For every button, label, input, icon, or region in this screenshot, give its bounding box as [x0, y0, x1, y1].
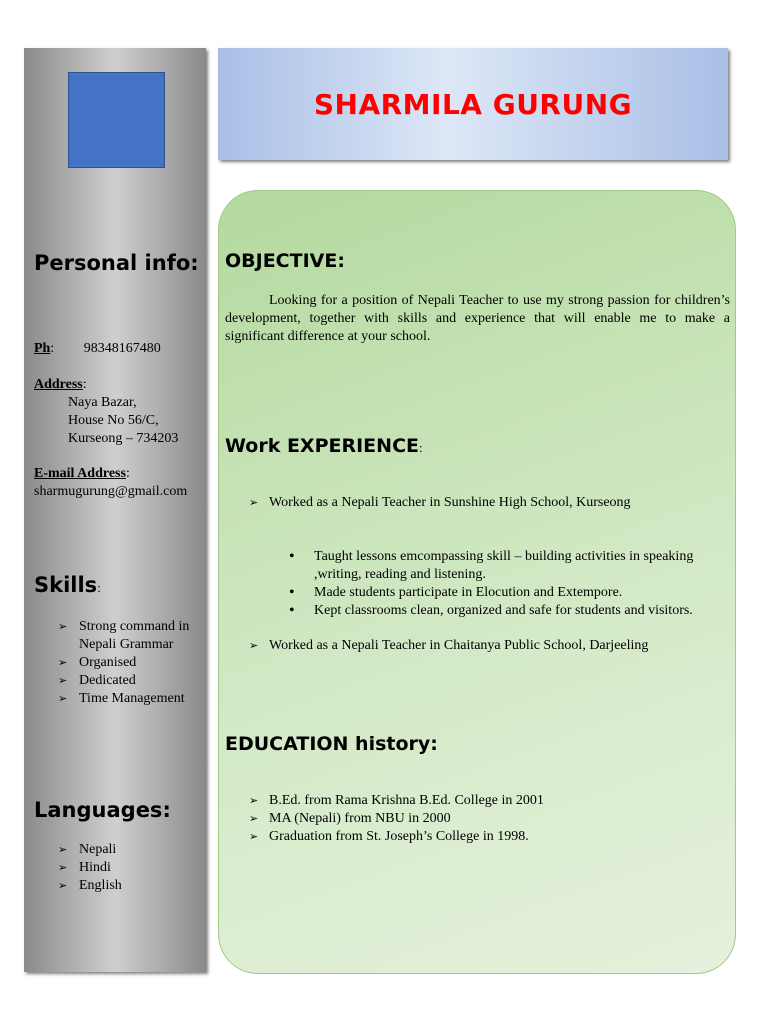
objective-heading: OBJECTIVE:: [225, 250, 345, 272]
address-block: Address: Naya Bazar, House No 56/C, Kurseong – 734203: [34, 376, 199, 448]
candidate-name: SHARMILA GURUNG: [313, 87, 633, 121]
list-item: • Kept classrooms clean, organized and safe for students and visitors.: [219, 602, 724, 620]
list-item: ➢ MA (Nepali) from NBU in 2000: [219, 810, 731, 828]
list-item: ➢ B.Ed. from Rama Krishna B.Ed. College in 2001: [219, 792, 731, 810]
phone-row: Ph: 98348167480: [34, 341, 161, 356]
address-line: Naya Bazar,: [68, 395, 137, 410]
job-list-2: [219, 637, 731, 655]
list-item: ➢ Organised: [34, 654, 206, 672]
email-block: E-mail Address: sharmugurung@gmail.com: [34, 466, 188, 499]
education-heading: EDUCATION history:: [225, 733, 438, 755]
name-banner: [218, 48, 728, 160]
skills-heading: Skills:: [34, 573, 101, 597]
phone-value: 98348167480: [83, 341, 161, 356]
personal-info-heading: Personal info:: [34, 251, 199, 275]
education-list: [219, 792, 731, 846]
job-list-1: [219, 494, 731, 512]
list-item: ➢ Hindi: [34, 859, 206, 877]
phone-label: Ph: [34, 341, 51, 356]
objective-text: Looking for a position of Nepali Teacher to use my strong passion for children’s development, together with skills and experience that will enable me to make a significant difference at your school.: [225, 293, 730, 344]
main-content: [218, 190, 736, 974]
address-line: House No 56/C,: [68, 413, 159, 428]
list-item: ➢ English: [34, 877, 206, 895]
experience-heading-text: Work EXPERIENCE: [225, 435, 419, 457]
list-item: • Made students participate in Elocution and Extempore.: [219, 584, 724, 602]
languages-heading: Languages:: [34, 798, 171, 822]
email-value: sharmugurung@gmail.com: [34, 484, 188, 499]
list-item: • Taught lessons emcompassing skill – building activities in speaking ,writing, reading and listening.: [219, 548, 724, 584]
sidebar: [24, 48, 206, 972]
list-item: ➢ Dedicated: [34, 672, 206, 690]
skills-list: [34, 618, 206, 708]
list-item: ➢ Strong command in Nepali Grammar: [34, 618, 206, 654]
skills-heading-text: Skills: [34, 573, 98, 597]
address-label: Address: [34, 377, 83, 392]
experience-heading: Work EXPERIENCE:: [225, 435, 423, 457]
list-item: ➢ Graduation from St. Joseph’s College in 1998.: [219, 828, 731, 846]
email-label: E-mail Address: [34, 466, 126, 481]
list-item: ➢ Worked as a Nepali Teacher in Sunshine High School, Kurseong: [219, 494, 731, 512]
languages-heading-text: Languages: [34, 798, 163, 822]
address-line: Kurseong – 734203: [68, 431, 179, 446]
list-item: ➢ Worked as a Nepali Teacher in Chaitanya Public School, Darjeeling: [219, 637, 731, 655]
duties-list: [219, 548, 724, 620]
languages-list: [34, 841, 206, 895]
list-item: ➢ Nepali: [34, 841, 206, 859]
list-item: ➢ Time Management: [34, 690, 206, 708]
photo-placeholder: [68, 72, 165, 168]
